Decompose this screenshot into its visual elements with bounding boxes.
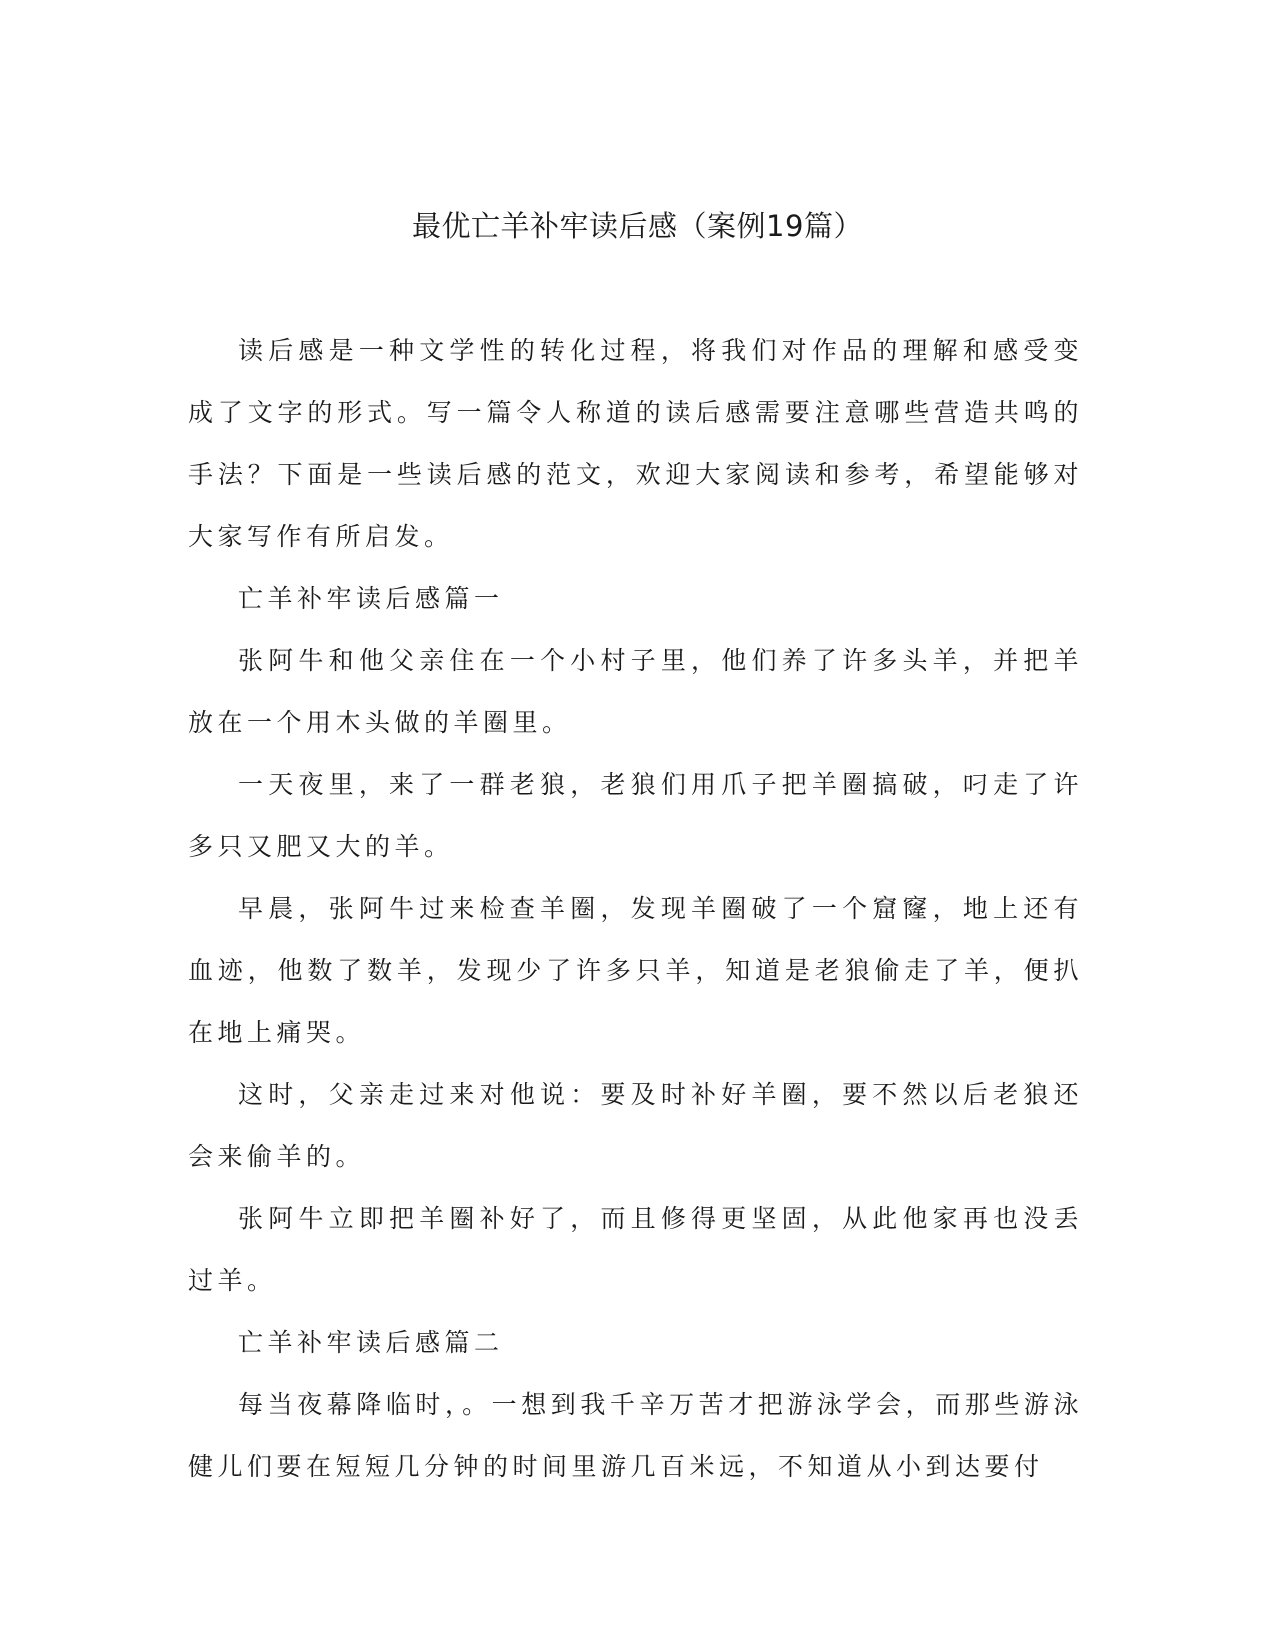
intro-paragraph: 读后感是一种文学性的转化过程，将我们对作品的理解和感受变成了文字的形式。写一篇令人称道的读后感需要注意哪些营造共鸣的手法？下面是一些读后感的范文，欢迎大家阅读和参考，希望能够对大家写作有所启发。 [188,336,1083,551]
body-paragraph: 这时，父亲走过来对他说：要及时补好羊圈，要不然以后老狼还会来偷羊的。 [188,1080,1083,1171]
document-body [188,320,1083,1498]
body-paragraph: 张阿牛和他父亲住在一个小村子里，他们养了许多头羊，并把羊放在一个用木头做的羊圈里。 [188,646,1083,737]
body-paragraph: 每当夜幕降临时，。一想到我千辛万苦才把游泳学会，而那些游泳健儿们要在短短几分钟的时间里游几百米远，不知道从小到达要付 [188,1390,1083,1481]
document-title: 最优亡羊补牢读后感（案例19篇） [412,209,863,243]
body-paragraph: 张阿牛立即把羊圈补好了，而且修得更坚固，从此他家再也没丢过羊。 [188,1204,1083,1295]
body-paragraph: 一天夜里，来了一群老狼，老狼们用爪子把羊圈搞破，叼走了许多只又肥又大的羊。 [188,770,1083,861]
section-heading-1: 亡羊补牢读后感篇一 [238,584,504,613]
section-heading-2: 亡羊补牢读后感篇二 [238,1328,504,1357]
body-paragraph: 早晨，张阿牛过来检查羊圈，发现羊圈破了一个窟窿，地上还有血迹，他数了数羊，发现少了许多只羊，知道是老狼偷走了羊，便扒在地上痛哭。 [188,894,1083,1047]
